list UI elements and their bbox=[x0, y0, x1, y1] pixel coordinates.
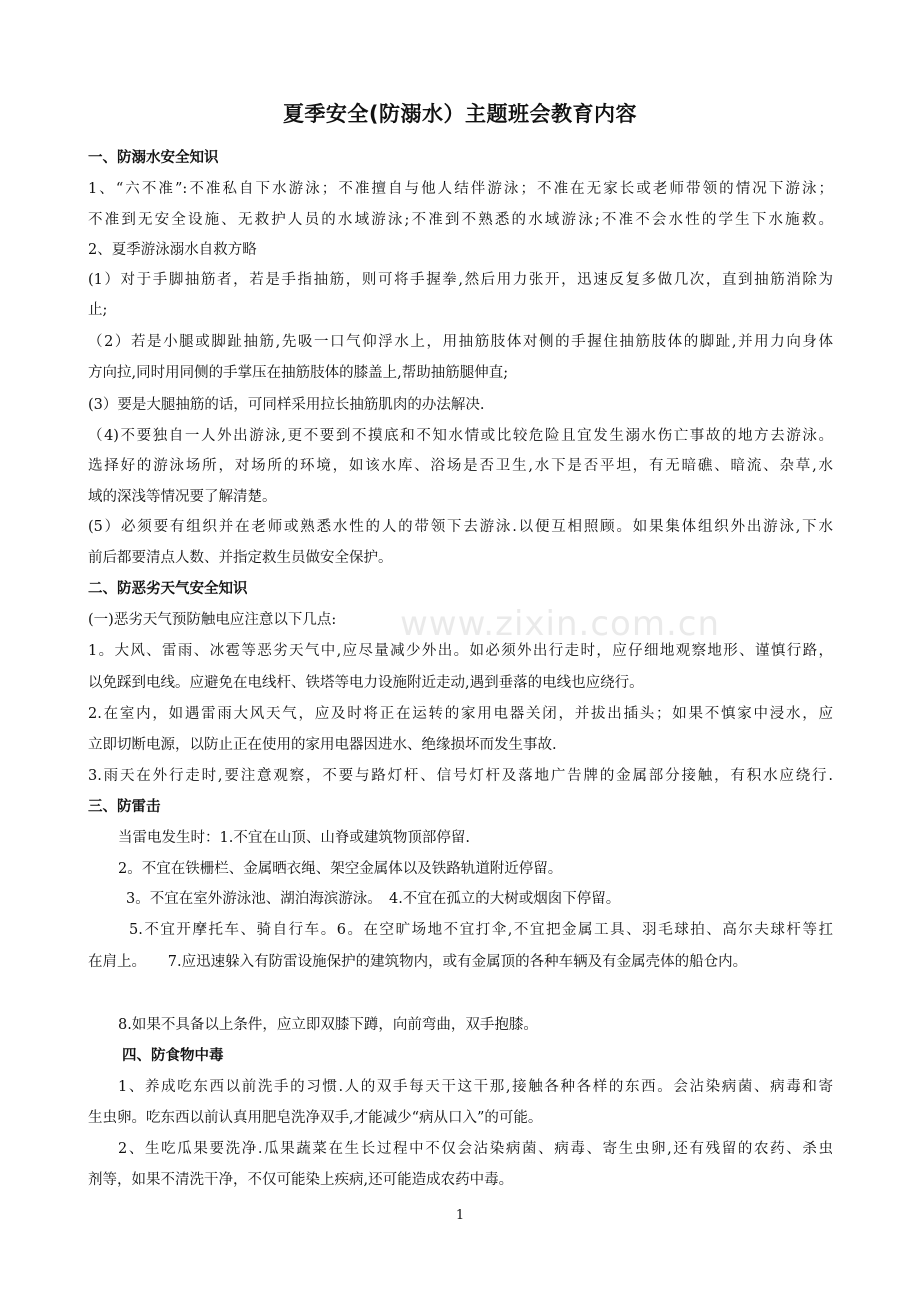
paragraph-line: 选择好的游泳场所，对场所的环境，如该水库、浴场是否卫生,水下是否平坦，有无暗礁、暗流、杂草,水 bbox=[88, 458, 833, 474]
paragraph-line: 剂等，如果不清洗干净，不仅可能染上疾病,还可能造成农药中毒。 bbox=[88, 1172, 514, 1188]
section-heading-3: 三、防雷击 bbox=[88, 799, 161, 815]
page-number: 1 bbox=[455, 1208, 465, 1223]
paragraph-line: 以免踩到电线。应避免在电线杆、铁塔等电力设施附近走动,遇到垂落的电线也应绕行。 bbox=[88, 675, 644, 691]
watermark: www.zixin.com.cn bbox=[400, 604, 720, 644]
paragraph-line: （4)不要独自一人外出游泳,更不要到不摸底和不知水情或比较危险且宜发生溺水伤亡事故的地方去游泳。 bbox=[88, 428, 833, 444]
paragraph-line: 8.如果不具备以上条件，应立即双膝下蹲，向前弯曲，双手抱膝。 bbox=[118, 1017, 538, 1033]
paragraph-line: （2）若是小腿或脚趾抽筋,先吸一口气仰浮水上，用抽筋肢体对侧的手握住抽筋肢体的脚趾,并用力向身体 bbox=[88, 334, 833, 350]
section-heading-2: 二、防恶劣天气安全知识 bbox=[88, 581, 248, 597]
paragraph-line: (5）必须要有组织并在老师或熟悉水性的人的带领下去游泳.以便互相照顾。如果集体组织外出游泳,下水 bbox=[88, 519, 833, 535]
document-title: 夏季安全(防溺水）主题班会教育内容 bbox=[282, 102, 638, 126]
paragraph-line: 2。不宜在铁栅栏、金属晒衣绳、架空金属体以及铁路轨道附近停留。 bbox=[118, 861, 563, 877]
paragraph-line: 在肩上。 7.应迅速躲入有防雷设施保护的建筑物内，或有金属顶的各种车辆及有金属壳体的船仓内。 bbox=[88, 954, 748, 970]
paragraph-line: 2、生吃瓜果要洗净.瓜果蔬菜在生长过程中不仅会沾染病菌、病毒、寄生虫卵,还有残留的农药、杀虫 bbox=[118, 1141, 833, 1157]
paragraph-line: 当雷电发生时：1.不宜在山顶、山脊或建筑物顶部停留. bbox=[118, 830, 470, 846]
paragraph-line: 前后都要清点人数、并指定救生员做安全保护。 bbox=[88, 550, 393, 566]
paragraph-line: 3。不宜在室外游泳池、湖泊海滨游泳。 4.不宜在孤立的大树或烟囱下停留。 bbox=[126, 891, 621, 907]
paragraph-line: (一)恶劣天气预防触电应注意以下几点: bbox=[88, 612, 337, 628]
paragraph-line: 5.不宜开摩托车、骑自行车。6。在空旷场地不宜打伞,不宜把金属工具、羽毛球拍、高尔夫球杆等扛 bbox=[129, 922, 833, 938]
section-heading-4: 四、防食物中毒 bbox=[122, 1048, 224, 1064]
paragraph-line: 2.在室内，如遇雷雨大风天气，应及时将正在运转的家用电器关闭，并拔出插头；如果不慎家中浸水，应 bbox=[88, 706, 833, 722]
paragraph-line: 1、“六不准”:不准私自下水游泳；不准擅自与他人结伴游泳；不准在无家长或老师带领的情况下游泳； bbox=[88, 181, 833, 197]
paragraph-line: (1）对于手脚抽筋者，若是手指抽筋，则可将手握拳,然后用力张开，迅速反复多做几次，直到抽筋消除为 bbox=[88, 272, 833, 288]
paragraph-line: 2、夏季游泳溺水自救方略 bbox=[88, 242, 257, 258]
paragraph-line: 1、养成吃东西以前洗手的习惯.人的双手每天干这干那,接触各种各样的东西。会沾染病菌、病毒和寄 bbox=[118, 1079, 833, 1095]
paragraph-line: 立即切断电源，以防止正在使用的家用电器因进水、绝缘损坏而发生事故. bbox=[88, 737, 557, 753]
paragraph-line: 3.雨天在外行走时,要注意观察，不要与路灯杆、信号灯杆及落地广告牌的金属部分接触，有积水应绕行. bbox=[88, 768, 833, 784]
paragraph-line: 方向拉,同时用同侧的手掌压在抽筋肢体的膝盖上,帮助抽筋腿伸直; bbox=[88, 365, 509, 381]
section-heading-1: 一、防溺水安全知识 bbox=[88, 150, 219, 166]
paragraph-line: 不准到无安全设施、无救护人员的水域游泳;不准到不熟悉的水域游泳;不准不会水性的学生下水施救。 bbox=[88, 212, 833, 228]
paragraph-line: 1。大风、雷雨、冰雹等恶劣天气中,应尽量减少外出。如必须外出行走时，应仔细地观察地形、谨慎行路， bbox=[88, 643, 833, 659]
paragraph-line: 止; bbox=[88, 302, 108, 318]
paragraph-line: (3）要是大腿抽筋的话，可同样采用拉长抽筋肌肉的办法解决. bbox=[88, 397, 485, 413]
paragraph-line: 域的深浅等情况要了解清楚。 bbox=[88, 489, 277, 505]
paragraph-line: 生虫卵。吃东西以前认真用肥皂洗净双手,才能减少“病从口入”的可能。 bbox=[88, 1110, 543, 1126]
